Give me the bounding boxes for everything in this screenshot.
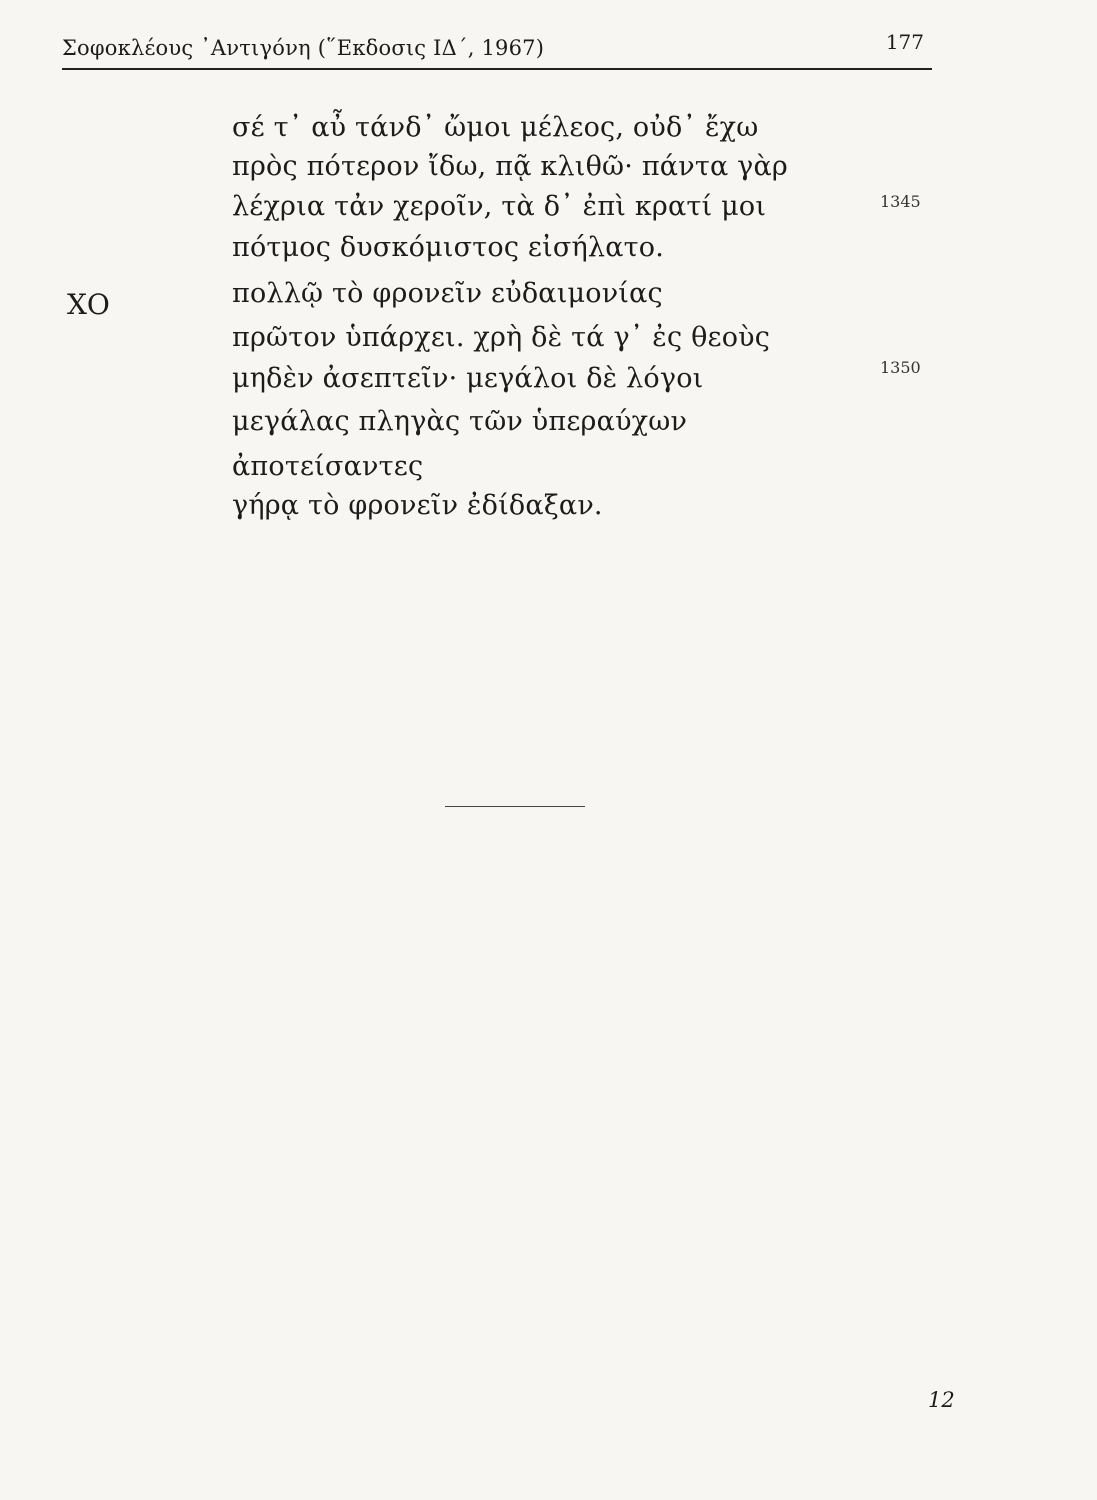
- folio-number: 12: [928, 1388, 955, 1412]
- verse-line: γήρᾳ τὸ φρονεῖν ἐδίδαξαν.: [232, 490, 603, 521]
- page-number: 177: [885, 30, 924, 54]
- verse-line: πρὸς πότερον ἴδω, πᾷ κλιθῶ· πάντα γὰρ: [232, 151, 789, 182]
- verse-line: λέχρια τἀν χεροῖν, τὰ δ᾽ ἐπὶ κρατί μοι: [232, 191, 767, 222]
- verse-line: μηδὲν ἀσεπτεῖν· μεγάλοι δὲ λόγοι: [232, 363, 704, 394]
- verse-line: ἀποτείσαντες: [232, 451, 424, 482]
- line-number: 1345: [880, 192, 921, 211]
- speaker-label: ΧΟ: [67, 288, 110, 321]
- running-title: Σοφοκλέους ᾽Αντιγόνη (῞Εκδοσις ΙΔ΄, 1967): [62, 36, 545, 60]
- verse-line: μεγάλας πληγὰς τῶν ὑπεραύχων: [232, 406, 688, 437]
- verse-line: πρῶτον ὑπάρχει. χρὴ δὲ τά γ᾽ ἐς θεοὺς: [232, 322, 771, 353]
- verse-line: πότμος δυσκόμιστος εἰσήλατο.: [232, 232, 665, 263]
- line-number: 1350: [880, 358, 921, 377]
- verse-line: πολλῷ τὸ φρονεῖν εὐδαιμονίας: [232, 278, 663, 309]
- verse-line: σέ τ᾽ αὖ τάνδ᾽ ὤμοι μέλεος, οὐδ᾽ ἔχω: [232, 112, 759, 143]
- section-divider: [445, 806, 585, 807]
